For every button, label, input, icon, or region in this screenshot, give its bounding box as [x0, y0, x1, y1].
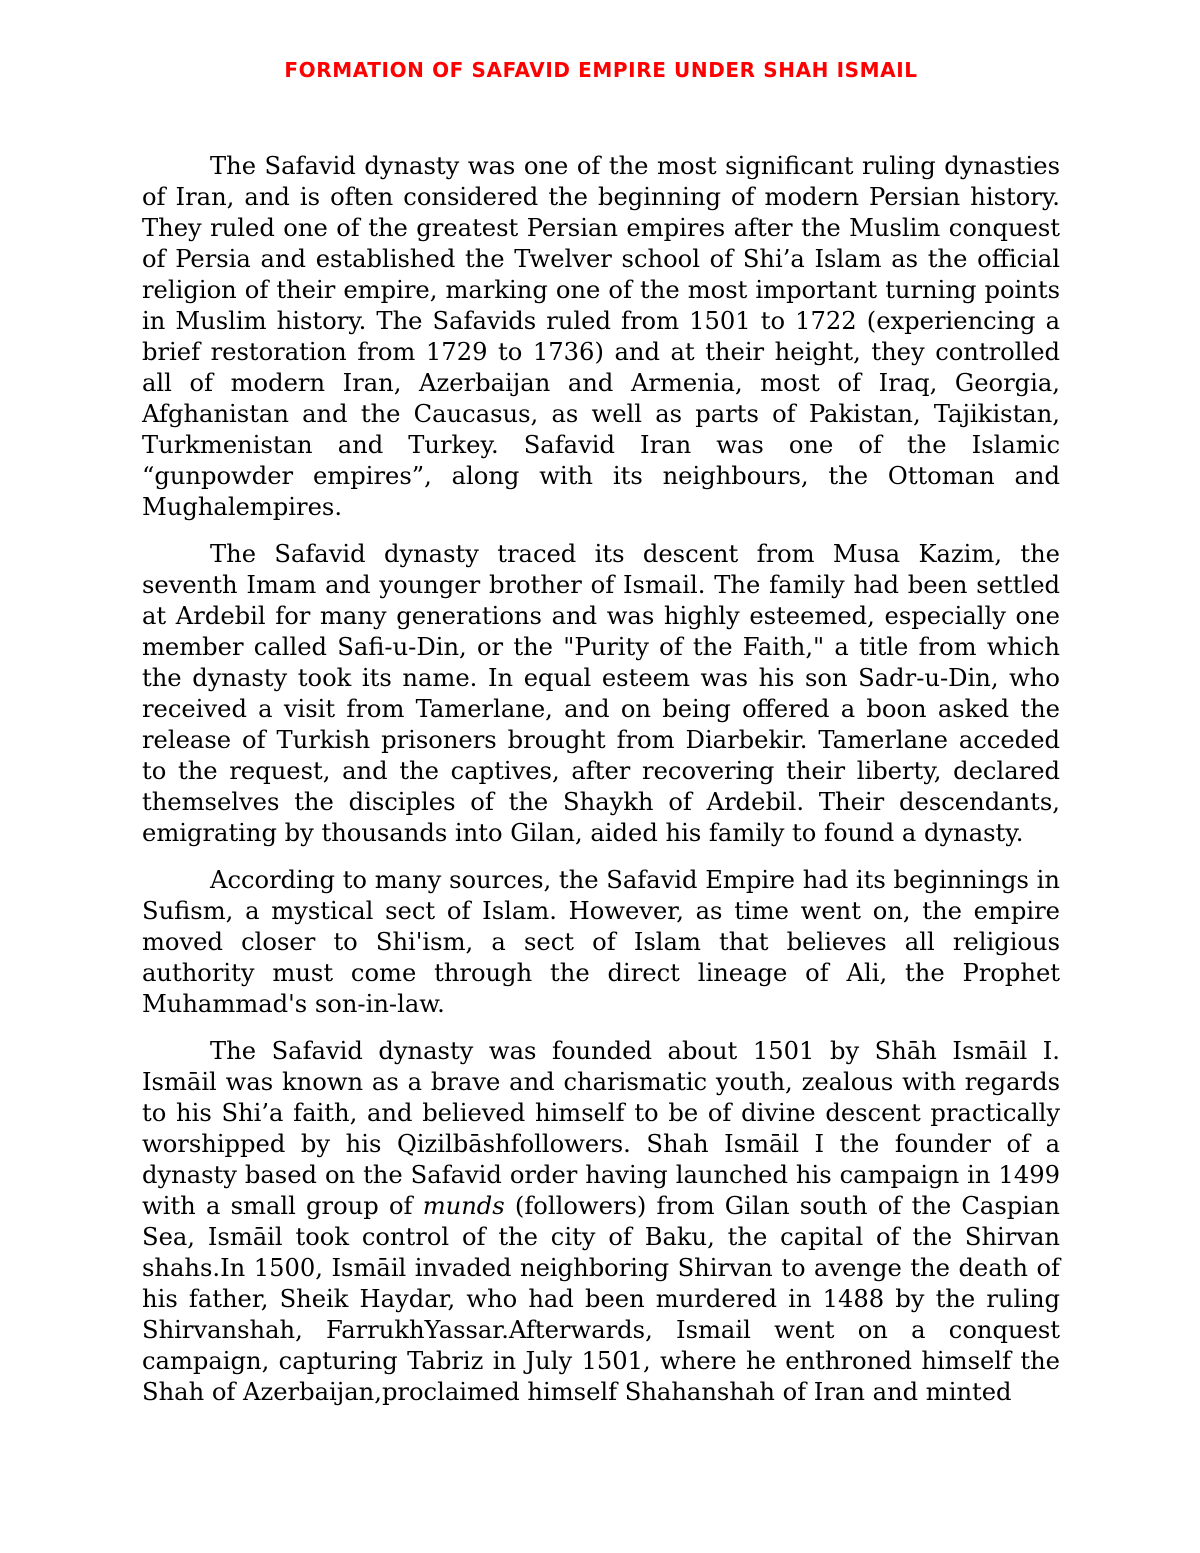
paragraph-text: The Safavid dynasty was founded about 1501 by Shāh Ismāil I. Ismāil was known as a brave and charismatic youth, zealous with regards to his Shi’a faith, and believed himself to be of divine descent practically worshipped by his Qizilbāshfollowers. Shah Ismāil I the founder of a dynasty based on the Safavid order having launched his campaign in 1499 with a small group of — [142, 1037, 1060, 1220]
paragraph-text: The Safavid dynasty traced its descent from Musa Kazim, the seventh Imam and younger brother of Ismail. The family had been settled at Ardebil for many generations and was highly esteemed, especially one member called Safi-u-Din, or the "Purity of the Faith," a title from which the dynasty took its name. In equal esteem was his son Sadr-u-Din, who received a visit from Tamerlane, and on being offered a boon asked the release of Turkish prisoners brought from Diarbekir. Tamerlane acceded to the request, and the captives, after recovering their liberty, declared themselves the disciples of the Shaykh of Ardebil. Their descendants, emigrating by thousands into Gilan, aided his family to found a dynasty. — [142, 540, 1060, 847]
document-body — [142, 151, 1060, 1408]
document-title: FORMATION OF SAFAVID EMPIRE UNDER SHAH ISMAIL — [284, 58, 918, 82]
paragraph-safavid-descent — [142, 539, 1060, 849]
paragraph-sufism-origins — [142, 865, 1060, 1020]
paragraph-text: (followers) from Gilan south of the Caspian Sea, Ismāil took control of the city of Baku, the capital of the Shirvan shahs.In 1500, Ismāil invaded neighboring Shirvan to avenge the death of his father, Sheik Haydar, who had been murdered in 1488 by the ruling Shirvanshah, FarrukhYassar.Afterwards, Ismail went on a conquest campaign, capturing Tabriz in July 1501, where he enthroned himself the Shah of Azerbaijan,proclaimed himself Shahanshah of Iran and minted — [142, 1192, 1060, 1406]
paragraph-text: According to many sources, the Safavid Empire had its beginnings in Sufism, a mystical sect of Islam. However, as time went on, the empire moved closer to Shi'ism, a sect of Islam that believes all religious authority must come through the direct lineage of Ali, the Prophet Muhammad's son-in-law. — [142, 866, 1060, 1018]
paragraph-text: The Safavid dynasty was one of the most significant ruling dynasties of Iran, and is often considered the beginning of modern Persian history. They ruled one of the greatest Persian empires after the Muslim conquest of Persia and established the Twelver school of Shi’a Islam as the official religion of their empire, marking one of the most important turning points in Muslim history. The Safavids ruled from 1501 to 1722 (experiencing a brief restoration from 1729 to 1736) and at their height, they controlled all of modern Iran, Azerbaijan and Armenia, most of Iraq, Georgia, Afghanistan and the Caucasus, as well as parts of Pakistan, Tajikistan, Turkmenistan and Turkey. Safavid Iran was one of the Islamic “gunpowder empires”, along with its neighbours, the Ottoman and Mughalempires. — [142, 152, 1060, 521]
paragraph-safavid-overview — [142, 151, 1060, 523]
paragraph-shah-ismail-founding — [142, 1036, 1060, 1408]
italic-term-munds: munds — [422, 1192, 505, 1220]
